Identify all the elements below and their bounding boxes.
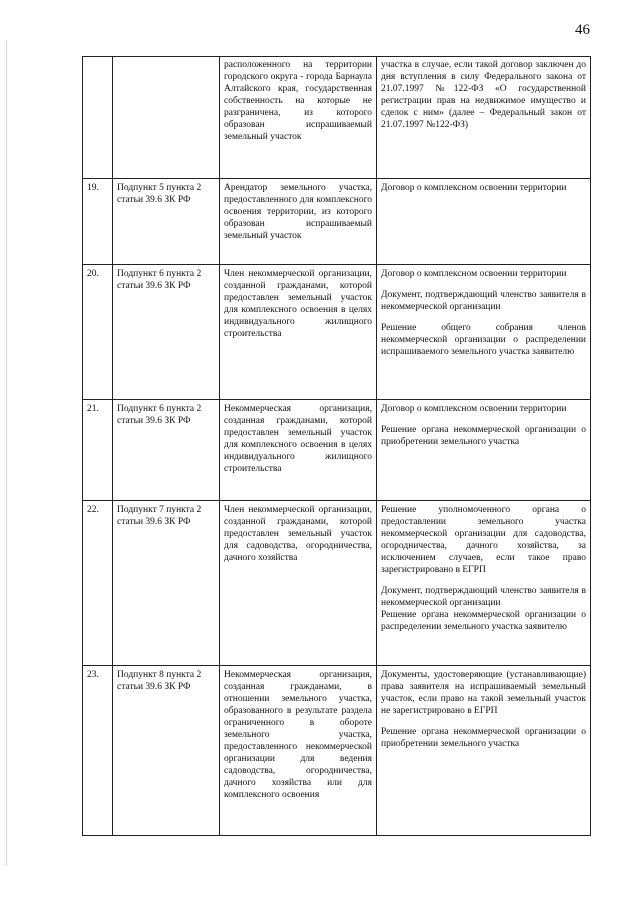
required-documents	[377, 265, 591, 400]
applicant-description: Член некоммерческой организации, созданной гражданами, которой предоставлен земельный участок для комплексного освоения в целях индивидуального жилищного строительства	[220, 265, 377, 400]
applicant-description: Член некоммерческой организации, созданной гражданами, которой предоставлен земельный участок для садоводства, огородничества, дачного хозяйства	[220, 501, 377, 666]
required-documents	[377, 501, 591, 666]
page-number: 46	[575, 22, 590, 38]
document-item: Решение органа некоммерческой организации о распределении земельного участка заявителю	[381, 610, 586, 632]
table-row	[83, 400, 591, 501]
table-row	[83, 501, 591, 666]
legal-basis	[113, 57, 220, 179]
document-item: Договор о комплексном освоении территории	[381, 183, 567, 193]
document-item: Решение органа некоммерческой организации о приобретении земельного участка	[381, 425, 586, 447]
applicant-description: Некоммерческая организация, созданная гражданами, в отношении земельного участка, образованного в результате раздела ограниченного в обороте земельного участка, предоставленного некоммерческой организации для ведения садоводства, огородничества, дачного хозяйства или для комплексного освоения	[220, 666, 377, 836]
document-item: Решение общего собрания членов некоммерческой организации о распределении испрашиваемого земельного участка заявителю	[381, 323, 586, 357]
table-row	[83, 666, 591, 836]
table-row	[83, 179, 591, 265]
document-item: Договор о комплексном освоении территории	[381, 404, 567, 414]
applicant-description: Некоммерческая организация, созданная гражданами, которой предоставлен земельный участок для комплексного освоения в целях индивидуального жилищного строительства	[220, 400, 377, 501]
document-item: Документ, подтверждающий членство заявителя в некоммерческой организации	[381, 290, 586, 312]
legal-basis: Подпункт 7 пункта 2 статьи 39.6 ЗК РФ	[113, 501, 220, 666]
land-plot-table	[82, 56, 591, 836]
applicant-description: расположенного на территории городского округа - города Барнаула Алтайского края, государственная собственность на которые не разграничена, из которого образован испрашиваемый земельный участок	[220, 57, 377, 179]
required-documents	[377, 179, 591, 265]
document-item: Договор о комплексном освоении территории	[381, 269, 567, 279]
required-documents	[377, 57, 591, 179]
legal-basis: Подпункт 6 пункта 2 статьи 39.6 ЗК РФ	[113, 400, 220, 501]
legal-basis: Подпункт 6 пункта 2 статьи 39.6 ЗК РФ	[113, 265, 220, 400]
table-row	[83, 57, 591, 179]
document-item: Документ, подтверждающий членство заявителя в некоммерческой организации	[381, 586, 586, 608]
row-number	[83, 57, 113, 179]
legal-basis: Подпункт 5 пункта 2 статьи 39.6 ЗК РФ	[113, 179, 220, 265]
document-item: участка в случае, если такой договор заключен до дня вступления в силу Федерального закона от 21.07.1997 №122-ФЗ «О государственной регистрации прав на недвижимое имущество и сделок с ним» (далее – Федеральный закон от 21.07.1997 №122-ФЗ)	[381, 60, 586, 130]
required-documents	[377, 400, 591, 501]
row-number: 21.	[83, 400, 113, 501]
row-number: 22.	[83, 501, 113, 666]
required-documents	[377, 666, 591, 836]
document-item: Решение уполномоченного органа о предоставлении земельного участка некоммерческой организации для садоводства, огородничества, дачного хозяйства, за исключением случаев, если такое право зарегистрировано в ЕГРП	[381, 505, 586, 575]
applicant-description: Арендатор земельного участка, предоставленного для комплексного освоения территории, из которого образован испрашиваемый земельный участок	[220, 179, 377, 265]
binding-margin-dots	[6, 40, 9, 865]
table-row	[83, 265, 591, 400]
row-number: 23.	[83, 666, 113, 836]
row-number: 19.	[83, 179, 113, 265]
document-item: Решение органа некоммерческой организации о приобретении земельного участка	[381, 727, 586, 749]
row-number: 20.	[83, 265, 113, 400]
legal-basis: Подпункт 8 пункта 2 статьи 39.6 ЗК РФ	[113, 666, 220, 836]
document-item: Документы, удостоверяющие (устанавливающие) права заявителя на испрашиваемый земельный участок, если право на такой земельный участок не зарегистрировано в ЕГРП	[381, 670, 586, 716]
